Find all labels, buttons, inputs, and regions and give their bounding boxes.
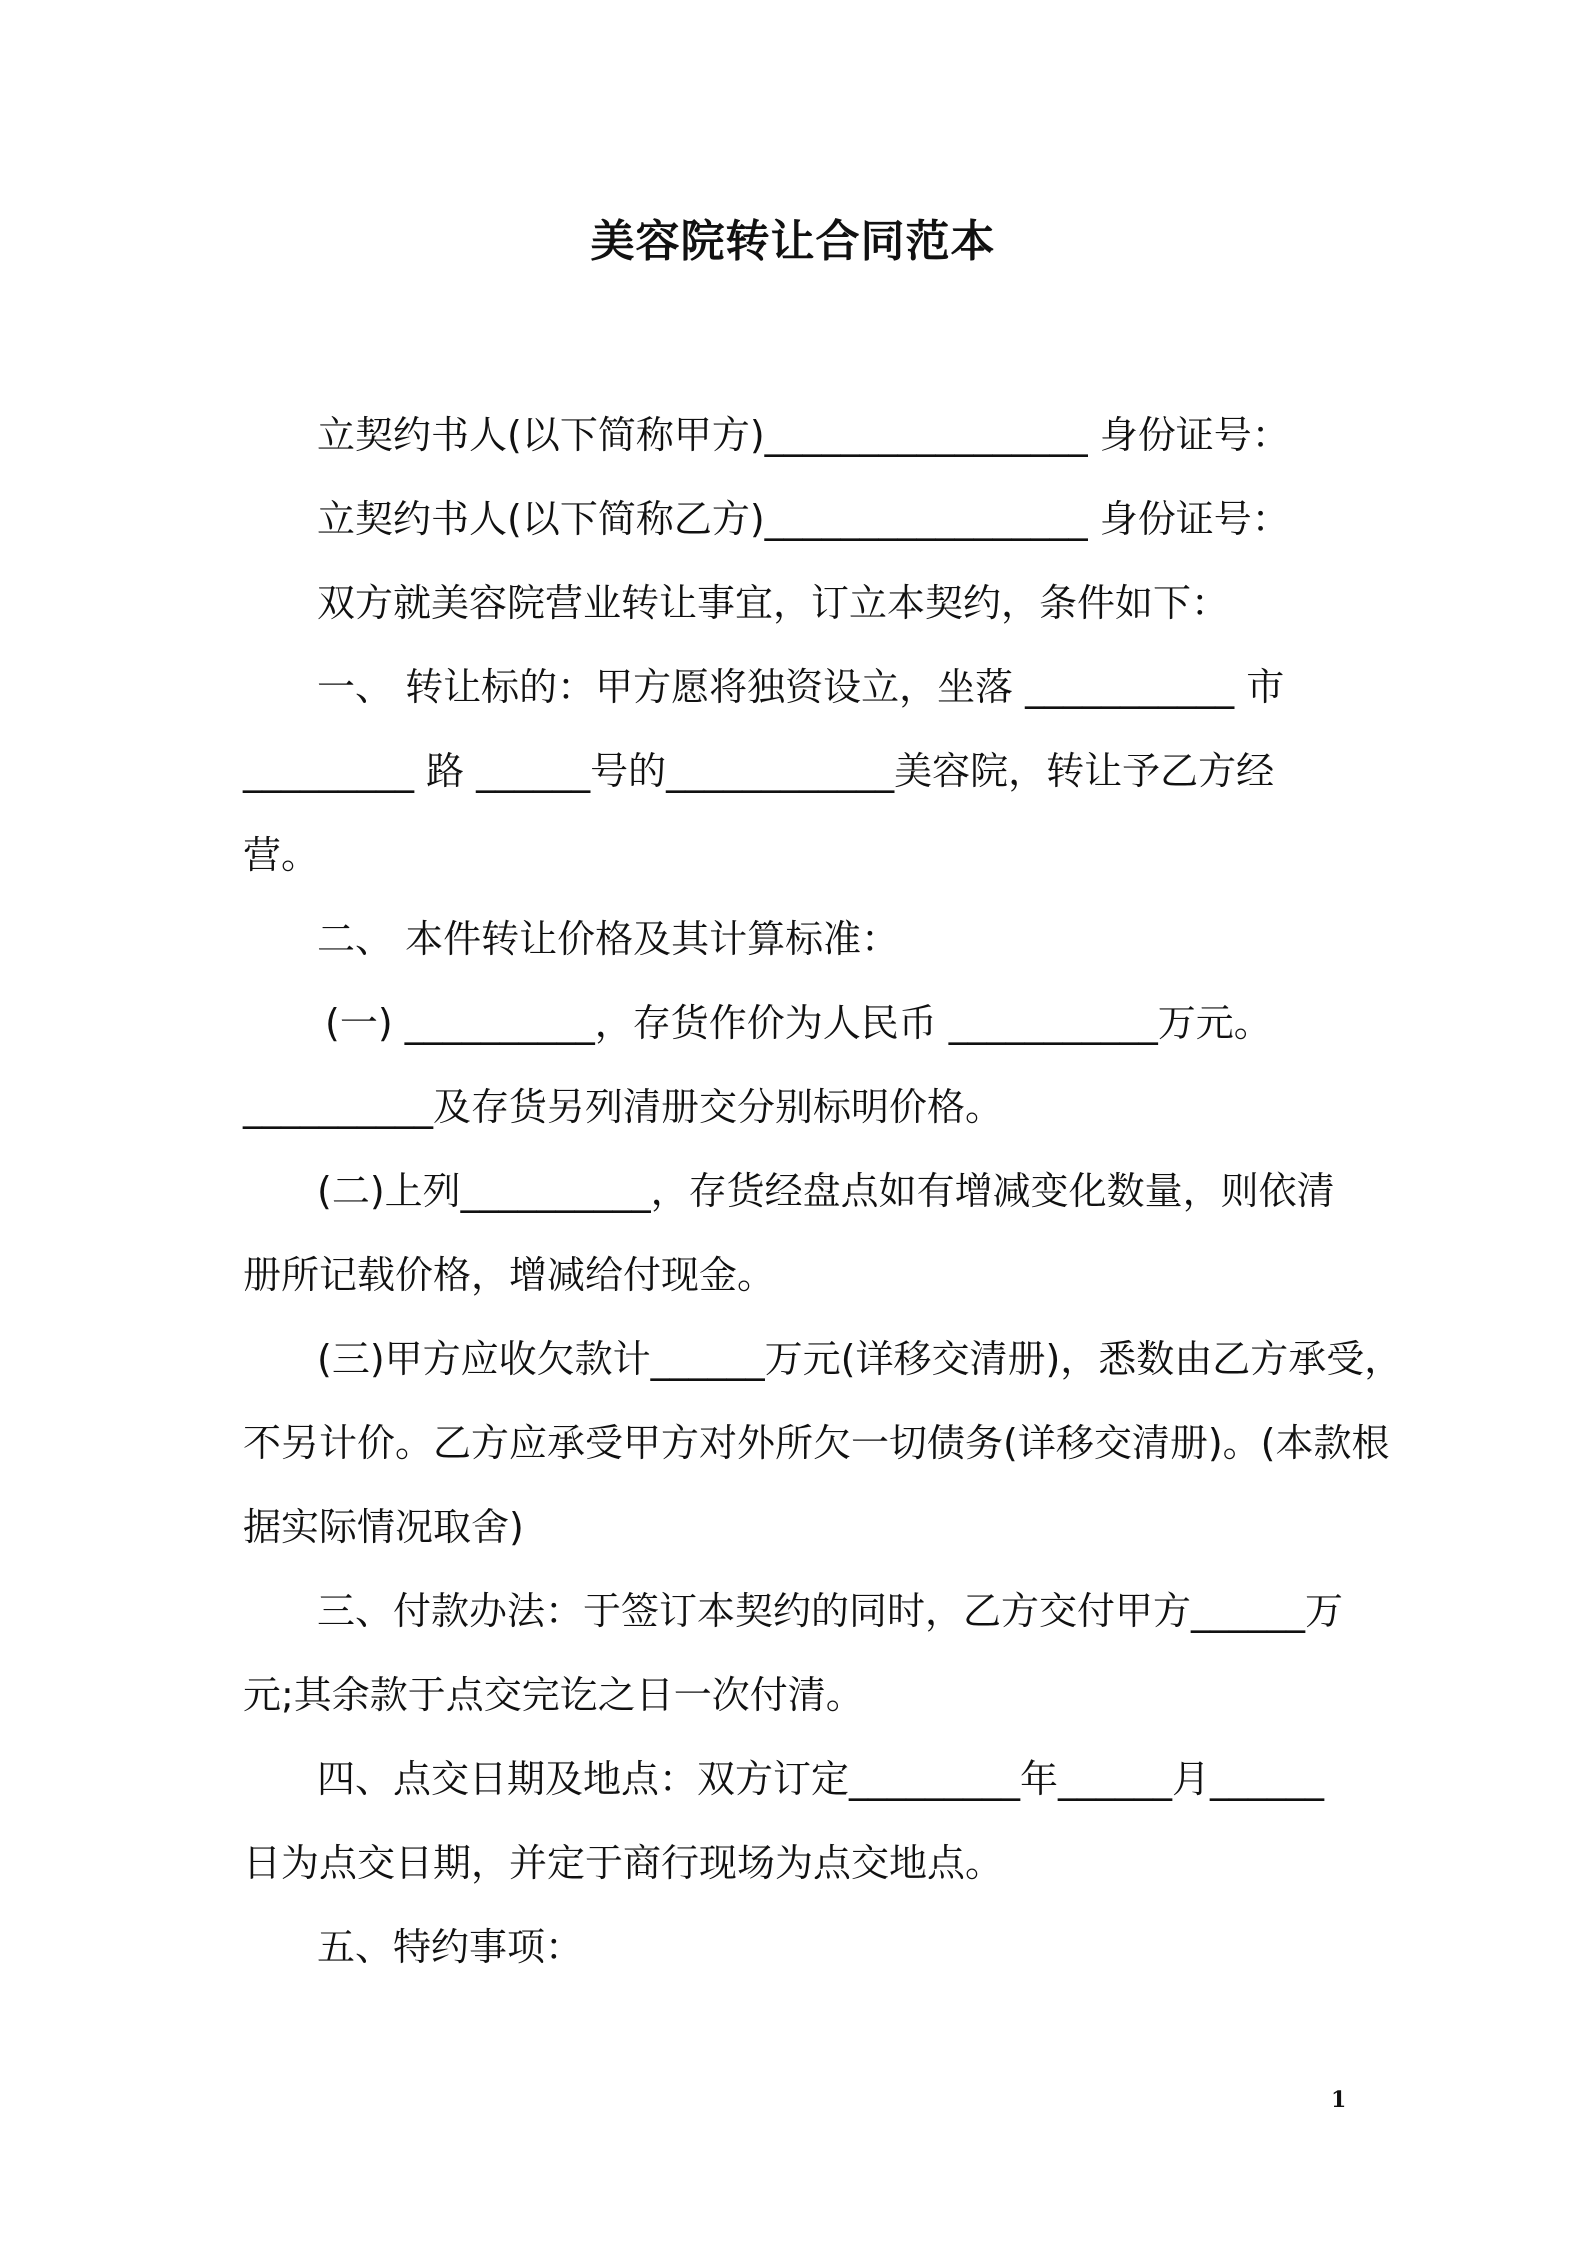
clause-2-item-3-line-1: (三)甲方应收欠款计______万元(详移交清册)，悉数由乙方承受， [317,1337,1403,1381]
clause-2-item-2-line-2: 册所记载价格，增减给付现金。 [243,1253,776,1297]
clause-2-item-2-line-1: (二)上列__________，存货经盘点如有增减变化数量，则依清 [317,1169,1335,1213]
clause-3-line-1: 三、付款办法：于签订本契约的同时，乙方交付甲方______万 [317,1589,1344,1633]
party-b-line: 立契约书人(以下简称乙方)_________________ 身份证号： [317,497,1290,541]
page-number: 1 [1331,2087,1347,2113]
clause-3-line-2: 元;其余款于点交完讫之日一次付清。 [243,1673,864,1717]
clause-4-line-2: 日为点交日期，并定于商行现场为点交地点。 [243,1841,1004,1885]
clause-2-item-3-line-2: 不另计价。乙方应承受甲方对外所欠一切债务(详移交清册)。(本款根 [243,1421,1390,1465]
clause-2-item-1-line-2: __________及存货另列清册交分别标明价格。 [243,1085,1004,1129]
clause-2-item-3-line-3: 据实际情况取舍) [243,1505,524,1549]
clause-4-line-1: 四、点交日期及地点：双方订定_________年______月______ [317,1757,1325,1801]
party-a-line: 立契约书人(以下简称甲方)_________________ 身份证号： [317,413,1290,457]
clause-1-line-3: 营。 [243,833,320,877]
clause-2-item-1-line-1: (一) __________，存货作价为人民币 ___________万元。 [325,1001,1272,1045]
clause-5-heading: 五、特约事项： [317,1925,584,1969]
clause-1-line-1: 一、 转让标的：甲方愿将独资设立，坐落 ___________ 市 [317,665,1285,709]
clause-2-heading: 二、 本件转让价格及其计算标准： [317,917,900,961]
intro-line: 双方就美容院营业转让事宜，订立本契约，条件如下： [317,581,1230,625]
clause-1-line-2: _________ 路 ______号的____________美容院，转让予乙方经 [243,749,1275,793]
document-title: 美容院转让合同范本 [590,216,996,267]
